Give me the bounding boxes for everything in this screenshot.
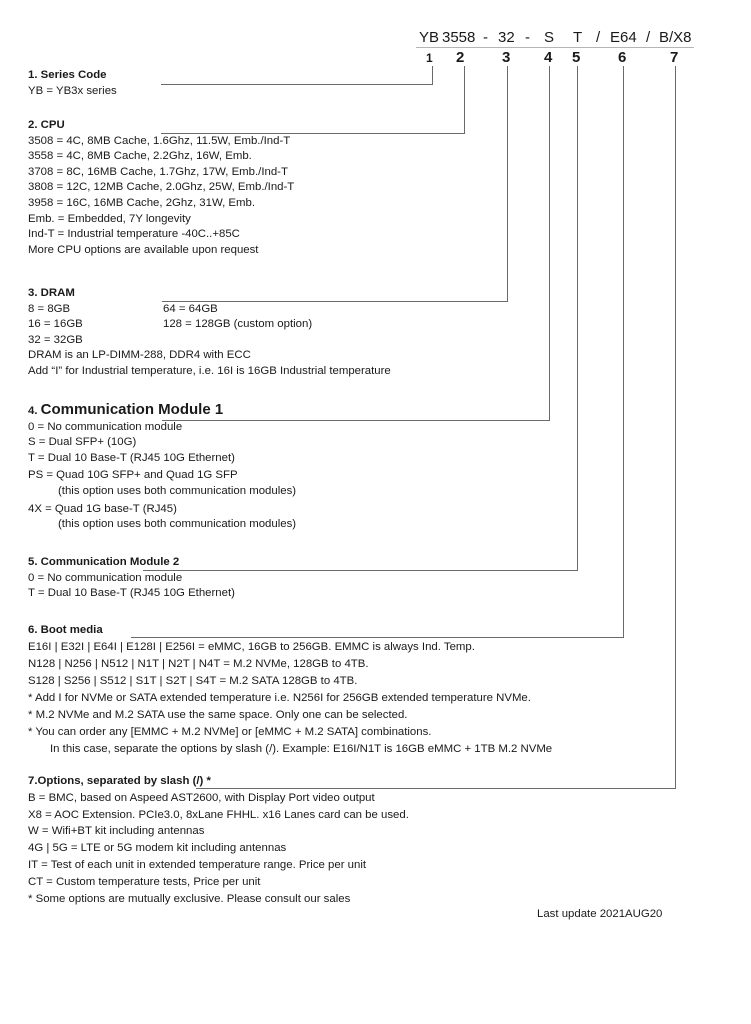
section-line: E16I | E32I | E64I | E128I | E256I = eMMC, 16GB to 256GB. EMMC is always Ind. Temp. (28, 641, 475, 653)
section-title: 3. DRAM (28, 287, 75, 299)
dram-option: 16 = 16GB (28, 318, 83, 331)
dram-option: 128 = 128GB (custom option) (163, 318, 313, 331)
section-series-code (28, 68, 117, 99)
section-line: 3558 = 4C, 8MB Cache, 2.2Ghz, 16W, Emb. (28, 150, 252, 163)
code-sep: / (596, 29, 601, 46)
code-series: YB (419, 29, 440, 46)
code-sep: / (646, 29, 651, 46)
code-comm2: T (573, 29, 583, 46)
section-comm-module-2 (28, 555, 235, 602)
section-cpu (28, 118, 294, 258)
section-line: Ind-T = Industrial temperature -40C..+85C (28, 228, 240, 241)
code-comm1: S (544, 29, 555, 46)
section-line: * M.2 NVMe and M.2 SATA use the same space. Only one can be selected. (28, 709, 408, 721)
dram-option: 32 = 32GB (28, 333, 83, 346)
section-title: 6. Boot media (28, 624, 103, 636)
section-line-note: (this option uses both communication modules) (58, 484, 297, 497)
dram-option (163, 333, 391, 349)
section-line: 3808 = 12C, 12MB Cache, 2.0Ghz, 25W, Emb./Ind-T (28, 181, 295, 194)
code-options: B/X8 (659, 29, 692, 46)
section-comm-module-1 (28, 402, 296, 533)
section-line: PS = Quad 10G SFP+ and Quad 1G SFP (28, 469, 238, 482)
section-line: * You can order any [EMMC + M.2 NVMe] or [eMMC + M.2 SATA] combinations. (28, 726, 432, 738)
code-cpu: 3558 (442, 29, 476, 46)
section-line: S128 | S256 | S512 | S1T | S2T | S4T = M.2 SATA 128GB to 4TB. (28, 675, 358, 687)
section-line: More CPU options are available upon request (28, 243, 259, 256)
section-line: B = BMC, based on Aspeed AST2600, with Display Port video output (28, 791, 375, 804)
dram-option: 64 = 64GB (163, 302, 218, 315)
section-line: * Add I for NVMe or SATA extended temperature i.e. N256I for 256GB extended temperature NVMe. (28, 692, 531, 704)
section-line: 3708 = 8C, 16MB Cache, 1.7Ghz, 17W, Emb./Ind-T (28, 165, 288, 178)
section-title (28, 402, 296, 420)
index-6: 6 (618, 49, 627, 66)
index-2: 2 (456, 49, 465, 66)
index-1: 1 (426, 51, 433, 65)
index-7: 7 (670, 49, 679, 66)
code-sep: - (525, 29, 530, 46)
dram-options-grid (28, 302, 391, 349)
section-line: 4G | 5G = LTE or 5G modem kit including antennas (28, 842, 287, 855)
section-number: 4. (28, 405, 38, 417)
section-title: 7.Options, separated by slash (/) * (28, 775, 211, 787)
section-line: N128 | N256 | N512 | N1T | N2T | N4T = M.2 NVMe, 128GB to 4TB. (28, 658, 369, 670)
section-line: 3958 = 16C, 16MB Cache, 2Ghz, 31W, Emb. (28, 196, 255, 209)
section-boot-media (28, 622, 552, 758)
section-line: 0 = No communication module (28, 571, 183, 584)
code-underline (416, 47, 694, 48)
code-sep: - (483, 29, 488, 46)
section-line: 0 = No communication module (28, 420, 183, 433)
section-title-text: Communication Module 1 (40, 401, 224, 418)
section-line: YB = YB3x series (28, 84, 117, 97)
section-line-note: (this option uses both communication modules) (58, 518, 297, 531)
section-title: 1. Series Code (28, 69, 107, 81)
section-line: S = Dual SFP+ (10G) (28, 436, 137, 449)
section-line: CT = Custom temperature tests, Price per unit (28, 875, 261, 888)
section-line-note: In this case, separate the options by slash (/). Example: E16I/N1T is 16GB eMMC + 1TB M.2 NVMe (50, 743, 553, 755)
dram-option: 8 = 8GB (28, 302, 71, 315)
section-options (28, 773, 409, 907)
section-line: T = Dual 10 Base-T (RJ45 10G Ethernet) (28, 587, 235, 600)
code-boot: E64 (610, 29, 637, 46)
section-line: Emb. = Embedded, 7Y longevity (28, 212, 191, 225)
index-3: 3 (502, 49, 511, 66)
section-line: * Some options are mutually exclusive. Please consult our sales (28, 892, 351, 905)
section-line: IT = Test of each unit in extended temperature range. Price per unit (28, 858, 367, 871)
code-dram: 32 (498, 29, 515, 46)
section-line: X8 = AOC Extension. PCIe3.0, 8xLane FHHL. x16 Lanes card can be used. (28, 808, 409, 821)
section-line: 4X = Quad 1G base-T (RJ45) (28, 502, 177, 515)
index-4: 4 (544, 49, 553, 66)
index-5: 5 (572, 49, 581, 66)
section-line: W = Wifi+BT kit including antennas (28, 825, 205, 838)
last-update: Last update 2021AUG20 (537, 908, 663, 920)
section-title: 2. CPU (28, 119, 65, 131)
section-dram (28, 286, 391, 380)
section-line: DRAM is an LP-DIMM-288, DDR4 with ECC (28, 349, 251, 362)
section-title: 5. Communication Module 2 (28, 556, 180, 568)
section-line: Add “I” for Industrial temperature, i.e. 16I is 16GB Industrial temperature (28, 364, 391, 377)
section-line: 3508 = 4C, 8MB Cache, 1.6Ghz, 11.5W, Emb./Ind-T (28, 134, 291, 147)
section-line: T = Dual 10 Base-T (RJ45 10G Ethernet) (28, 451, 235, 464)
